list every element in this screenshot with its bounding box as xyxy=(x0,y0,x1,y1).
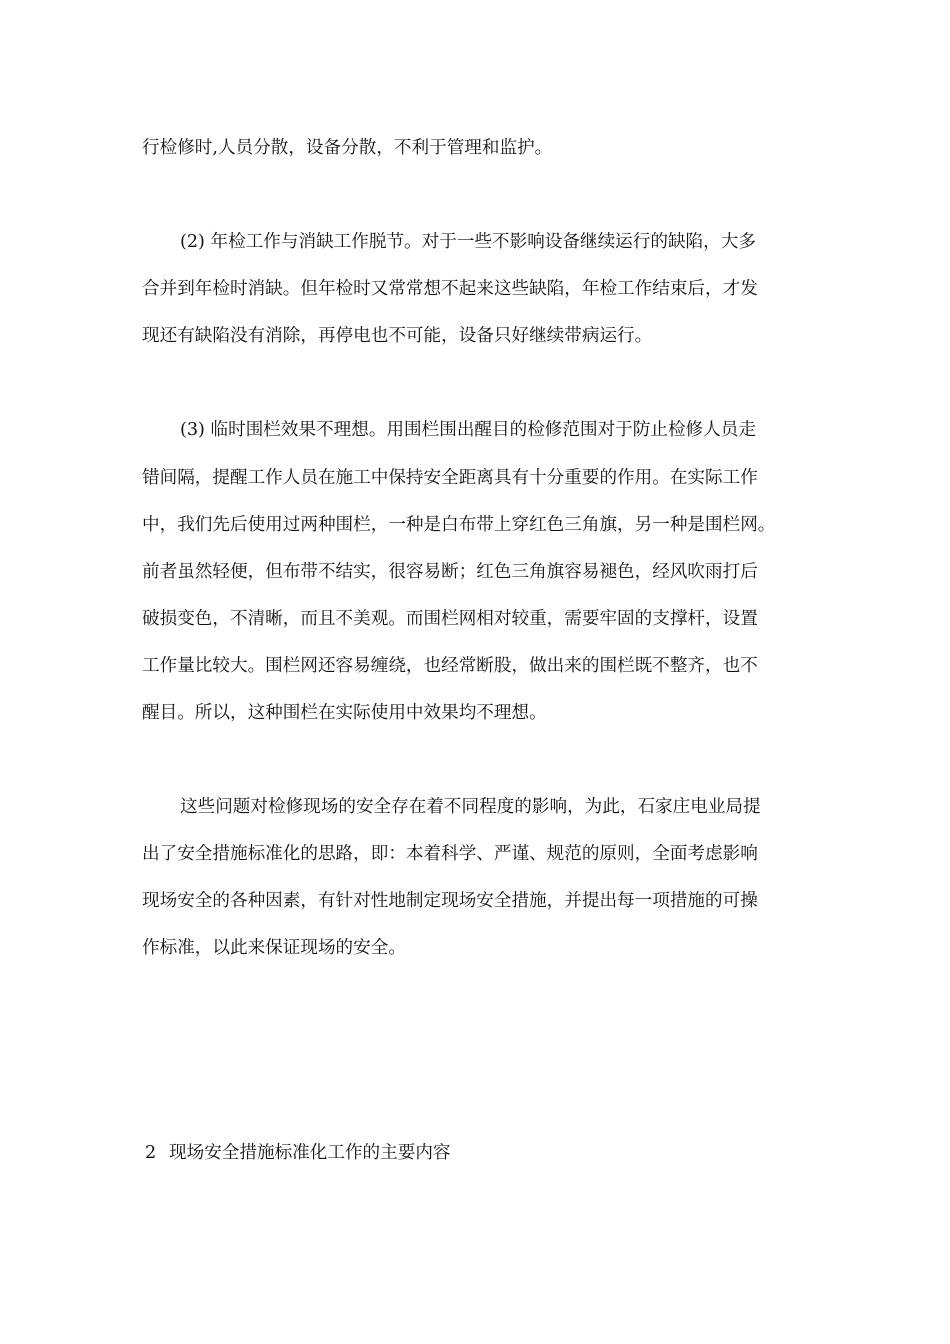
paragraph-continuation-line: 行检修时,人员分散，设备分散，不利于管理和监护。 xyxy=(142,138,553,158)
paragraph-2-line: (2) 年检工作与消缺工作脱节。对于一些不影响设备继续运行的缺陷，大多 xyxy=(180,232,756,252)
section-title: 现场安全措施标准化工作的主要内容 xyxy=(169,1143,451,1163)
paragraph-3-line: 工作量比较大。围栏网还容易缠绕，也经常断股，做出来的围栏既不整齐，也不 xyxy=(142,656,758,676)
paragraph-3-line: 中，我们先后使用过两种围栏，一种是白布带上穿红色三角旗，另一种是围栏网。 xyxy=(142,515,776,535)
paragraph-3-line: (3) 临时围栏效果不理想。用围栏围出醒目的检修范围对于防止检修人员走 xyxy=(180,420,756,440)
paragraph-2-line: 合并到年检时消缺。但年检时又常常想不起来这些缺陷，年检工作结束后，才发 xyxy=(142,279,758,299)
paragraph-3-line: 错间隔，提醒工作人员在施工中保持安全距离具有十分重要的作用。在实际工作 xyxy=(142,468,758,488)
paragraph-4-line: 作标准，以此来保证现场的安全。 xyxy=(142,938,406,958)
paragraph-4-line: 这些问题对检修现场的安全存在着不同程度的影响，为此，石家庄电业局提 xyxy=(180,797,761,817)
paragraph-4-line: 出了安全措施标准化的思路，即：本着科学、严谨、规范的原则，全面考虑影响 xyxy=(142,844,758,864)
section-number: 2 xyxy=(145,1143,157,1163)
section-heading xyxy=(145,1141,813,1165)
paragraph-3-line: 破损变色，不清晰，而且不美观。而围栏网相对较重，需要牢固的支撑杆，设置 xyxy=(142,609,758,629)
paragraph-4-line: 现场安全的各种因素，有针对性地制定现场安全措施，并提出每一项措施的可操 xyxy=(142,891,758,911)
paragraph-3-line: 前者虽然轻便，但布带不结实，很容易断；红色三角旗容易褪色，经风吹雨打后 xyxy=(142,562,758,582)
paragraph-2-line: 现还有缺陷没有消除，再停电也不可能，设备只好继续带病运行。 xyxy=(142,326,653,346)
paragraph-3-line: 醒目。所以，这种围栏在实际使用中效果均不理想。 xyxy=(142,703,547,723)
